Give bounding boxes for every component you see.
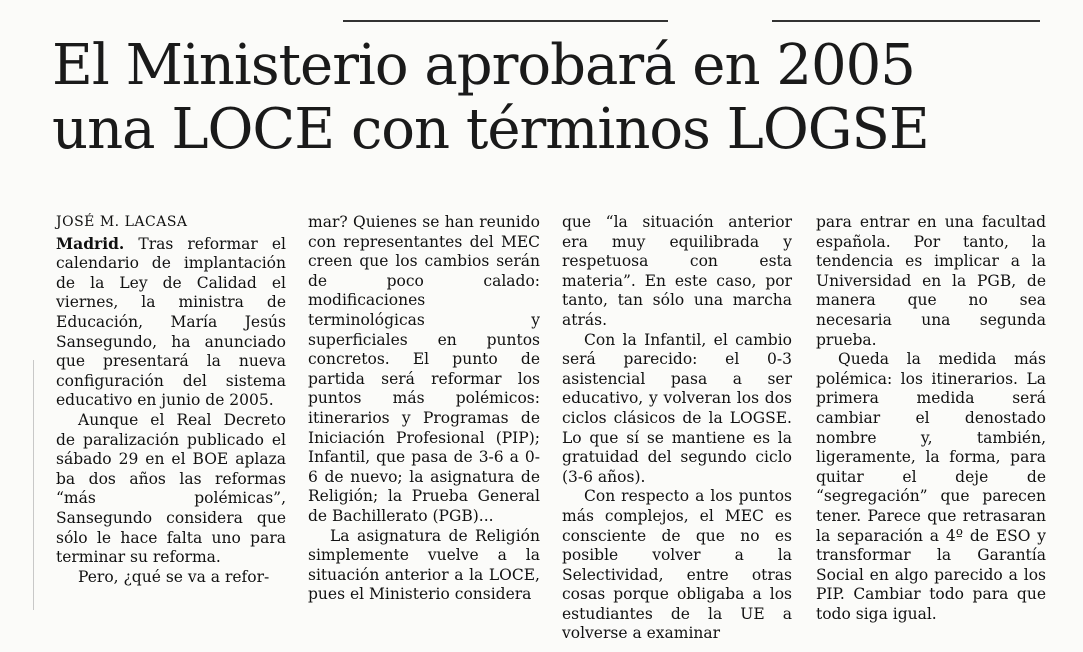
column-1-paragraph-1-text: Tras reformar el calendario de implantación de la Ley de Calidad el viernes, la ministra de Educación, María Jesús Sansegundo, ha anunciado que presentará la nueva configuración del sistema educativo en junio de 2005. — [56, 234, 286, 410]
column-1-paragraph-1 — [56, 234, 286, 411]
headline-line-1: El Ministerio aprobará en 2005 — [52, 33, 915, 98]
byline: JOSÉ M. LACASA — [56, 214, 188, 230]
column-2 — [308, 213, 540, 605]
column-2-paragraph-2: La asignatura de Religión simplemente vuelve a la situación anterior a la LOCE, pues el Ministerio considera — [308, 526, 540, 604]
column-4-paragraph-2: Queda la medida más polémica: los itinerarios. La primera medida será cambiar el denostado nombre y, también, ligeramente, la forma, para quitar el deje de “segregación” que parecen tener. Parece que retrasaran la separación a 4º de ESO y transformar la Garantía Social en algo parecido a los PIP. Cambiar todo para que todo siga igual. — [816, 350, 1046, 623]
top-rule-right — [772, 20, 1040, 22]
column-1-paragraph-2: Aunque el Real Decreto de paralización publicado el sábado 29 en el BOE aplaza ba dos años las reformas “más polémicas”, Sansegundo considera que sólo le hace falta uno para terminar su reforma. — [56, 410, 286, 567]
column-3-paragraph-2: Con la Infantil, el cambio será parecido: el 0-3 asistencial pasa a ser educativo, y volveran los dos ciclos clásicos de la LOGSE. Lo que sí se mantiene es la gratuidad del segundo ciclo (3-6 años). — [562, 330, 792, 486]
headline-line-2: una LOCE con términos LOGSE — [52, 97, 929, 162]
column-2-paragraph-1: mar? Quienes se han reunido con representantes del MEC creen que los cambios serán de poco calado: modificaciones terminológicas y superficiales en puntos concretos. El punto de partida será reformar los puntos más polémicos: itinerarios y Programas de Iniciación Profesional (PIP); Infantil, que pasa de 3-6 a 0-6 de nuevo; la asignatura de Religión; la Prueba General de Bachillerato (PGB)... — [308, 213, 540, 525]
column-3-paragraph-1: que “la situación anterior era muy equilibrada y respetuosa con esta materia”. En este caso, por tanto, tan sólo una marcha atrás. — [562, 213, 792, 329]
column-3 — [562, 213, 792, 644]
dateline-place: Madrid. — [56, 233, 125, 253]
top-rule-left — [343, 20, 668, 22]
headline — [52, 34, 1062, 162]
column-4 — [816, 213, 1046, 624]
column-1 — [56, 213, 286, 587]
margin-rule — [33, 360, 34, 610]
column-1-paragraph-3: Pero, ¿qué se va a refor- — [78, 567, 270, 586]
column-4-paragraph-1: para entrar en una facultad española. Por tanto, la tendencia es implicar a la Universidad en la PGB, de manera que no sea necesaria una segunda prueba. — [816, 213, 1046, 349]
column-3-paragraph-3: Con respecto a los puntos más complejos, el MEC es consciente de que no es posible volver a la Selectividad, entre otras cosas porque obligaba a los estudiantes de la UE a volverse a examinar — [562, 487, 792, 643]
